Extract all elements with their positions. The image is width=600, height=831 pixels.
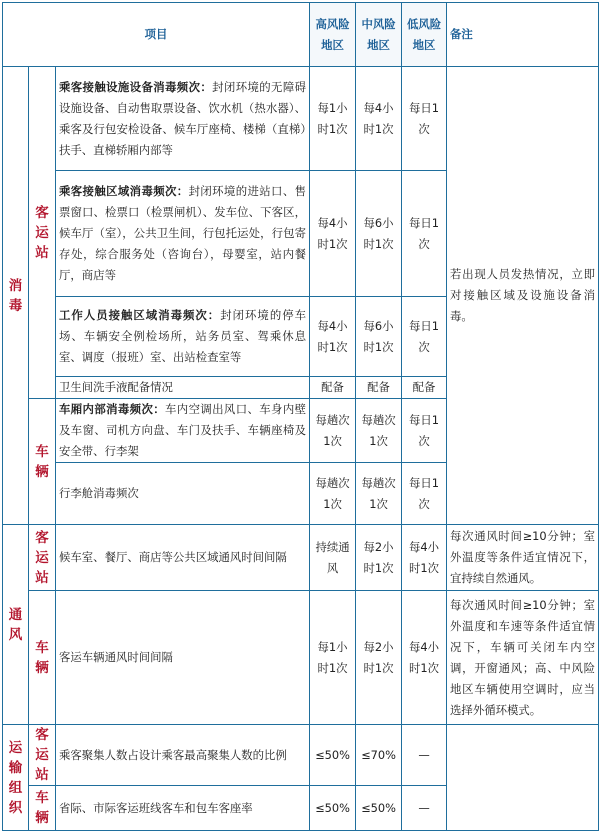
subgroup-station: 客运站 [29,525,56,591]
header-project: 项目 [3,3,310,67]
item-cell [56,297,310,377]
freq-low: — [402,725,447,786]
freq-mid: ≤70% [356,725,402,786]
note-transport [447,725,599,831]
freq-mid: 每4小时1次 [356,67,402,171]
freq-mid: 每趟次1次 [356,463,402,525]
freq-mid: 每2小时1次 [356,591,402,725]
freq-high: ≤50% [310,786,356,831]
item-text: 封闭环境的停车场、车辆安全例检场所，站务员室、驾乘休息室、调度（报班）室、出站检查室等 [59,308,307,364]
freq-mid: 每趟次1次 [356,399,402,463]
freq-mid: 每2小时1次 [356,525,402,591]
item-cell: 行李舱消毒频次 [56,463,310,525]
item-title: 车厢内部消毒频次： [59,402,166,416]
item-title: 乘客接触设施设备消毒频次： [59,79,213,94]
risk-measures-table [2,2,599,831]
freq-high: 每4小时1次 [310,297,356,377]
freq-high: 每趟次1次 [310,463,356,525]
item-cell: 卫生间洗手液配备情况 [56,377,310,399]
header-mid-risk: 中风险地区 [356,3,402,67]
group-disinfection: 消毒 [3,67,29,525]
freq-low: 每日1次 [402,463,447,525]
freq-high: 配备 [310,377,356,399]
subgroup-vehicle: 车辆 [29,399,56,525]
freq-mid: 每6小时1次 [356,171,402,297]
freq-high: 持续通风 [310,525,356,591]
item-text: 封闭环境的进站口、售票窗口、检票口（检票闸机）、发车位、下客区，候车厅（室），公共卫生间，行包托运处，行包寄存处，综合服务处（咨询台），母婴室，站内餐厅，商店等 [59,184,307,282]
header-low-risk: 低风险地区 [402,3,447,67]
subgroup-station: 客运站 [29,67,56,399]
group-transport: 运输组织 [3,725,29,831]
item-text: 车内空调出风口、车身内壁及车窗、司机方向盘、车门及扶手、车辆座椅及安全带、行李架 [59,402,307,458]
subgroup-station: 客运站 [29,725,56,786]
table-row [3,67,599,171]
freq-high: ≤50% [310,725,356,786]
header-row [3,3,599,67]
note-disinfection: 若出现人员发热情况，立即对接触区域及设施设备消毒。 [447,67,599,525]
freq-low: 每日1次 [402,67,447,171]
item-cell: 省际、市际客运班线客车和包车客座率 [56,786,310,831]
header-note: 备注 [447,3,599,67]
freq-low: 每4小时1次 [402,591,447,725]
freq-low: 每日1次 [402,171,447,297]
item-cell [56,171,310,297]
item-cell [56,67,310,171]
item-title: 乘客接触区域消毒频次： [59,184,189,198]
freq-low: 每日1次 [402,399,447,463]
freq-high: 每趟次1次 [310,399,356,463]
table-row [3,525,599,591]
group-ventilation: 通风 [3,525,29,725]
item-cell: 候车室、餐厅、商店等公共区域通风时间间隔 [56,525,310,591]
freq-low: — [402,786,447,831]
freq-mid: ≤50% [356,786,402,831]
subgroup-vehicle: 车辆 [29,591,56,725]
item-text: 封闭环境的无障碍设施设备、自动售取票设备、饮水机（热水器）、乘客及行包安检设备、候车厅座椅、楼梯（直梯）扶手、直梯轿厢内部等 [59,79,307,157]
freq-high: 每1小时1次 [310,67,356,171]
freq-low: 配备 [402,377,447,399]
freq-mid: 配备 [356,377,402,399]
freq-mid: 每6小时1次 [356,297,402,377]
header-high-risk: 高风险地区 [310,3,356,67]
freq-low: 每日1次 [402,297,447,377]
item-cell: 乘客聚集人数占设计乘客最高聚集人数的比例 [56,725,310,786]
note-ventilation-station: 每次通风时间≥10分钟；室外温度等条件适宜情况下，宜持续自然通风。 [447,525,599,591]
table-row [3,591,599,725]
subgroup-vehicle: 车辆 [29,786,56,831]
note-ventilation-vehicle: 每次通风时间≥10分钟；室外温度和车速等条件适宜情况下，车辆可关闭车内空调，开窗通风；高、中风险地区车辆使用空调时，应当选择外循环模式。 [447,591,599,725]
freq-high: 每1小时1次 [310,591,356,725]
item-title: 工作人员接触区域消毒频次： [59,308,221,322]
table-row [3,725,599,786]
item-cell [56,399,310,463]
item-cell: 客运车辆通风时间间隔 [56,591,310,725]
freq-high: 每4小时1次 [310,171,356,297]
freq-low: 每4小时1次 [402,525,447,591]
